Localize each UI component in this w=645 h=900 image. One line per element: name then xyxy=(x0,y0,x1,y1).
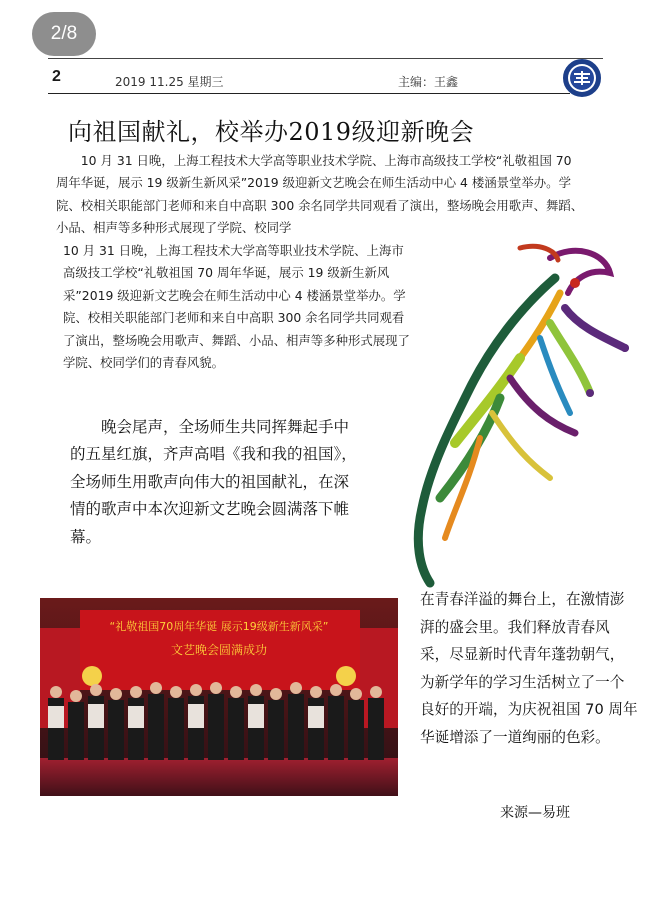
phoenix-illustration xyxy=(400,238,640,588)
stage-photo-image xyxy=(40,598,398,796)
header-divider xyxy=(48,93,570,94)
event-photo xyxy=(40,598,398,796)
issue-date: 2019 11.25 星期三 xyxy=(115,75,224,89)
school-logo-icon xyxy=(562,58,602,98)
top-divider xyxy=(48,58,603,59)
article-source: 来源—易班 xyxy=(500,805,570,821)
closing-paragraph: 晚会尾声，全场师生共同挥舞起手中的五星红旗，齐声高唱《我和我的祖国》，全场师生用歌声向伟大的祖国献礼，在深情的歌声中本次迎新文艺晚会圆满落下帷幕。 xyxy=(70,418,357,546)
intro-paragraph: 10 月 31 日晚，上海工程技术大学高等职业技术学院、上海市高级技工学校“礼敬祖国 70 周年华诞，展示 19 级新生新风采”2019 级迎新文艺晚会在师生活动中心 4 楼涵景堂举办。学院、校相关职能部门老师和来自中高职 300 余名同学共同观看了演出，整场晚会用歌声、舞蹈、小品、相声等多种形式展现了学院、校同学 xyxy=(56,153,584,236)
page-counter: 2/8 xyxy=(32,12,96,56)
stage-banner-line1: “礼敬祖国70周年华诞 展示19级新生新风采” xyxy=(109,620,329,633)
reflection-paragraph: 在青春洋溢的舞台上，在激情澎湃的盛会里。我们释放青春风采，尽显新时代青年蓬勃朝气，为新学年的学习生活树立了一个良好的开端，为庆祝祖国 70 周年华诞增添了一道绚丽的色彩。 xyxy=(420,591,638,746)
article-title: 向祖国献礼，校举办2019级迎新晚会 xyxy=(68,118,475,146)
event-paragraph: 10 月 31 日晚，上海工程技术大学高等职业技术学院、上海市高级技工学校“礼敬祖国 70 周年华诞，展示 19 级新生新风采”2019 级迎新文艺晚会在师生活动中心 4 楼涵景堂举办。学院、校相关职能部门老师和来自中高职 300 余名同学共同观看了演出，整场晚会用歌声、舞蹈、小品、相声等多种形式展现了学院、校同学们的青春风貌。 xyxy=(63,243,410,371)
stage-banner-line2: 文艺晚会圆满成功 xyxy=(170,643,268,657)
editor-credit: 主编：王鑫 xyxy=(398,75,459,89)
page-number: 2 xyxy=(52,68,61,85)
